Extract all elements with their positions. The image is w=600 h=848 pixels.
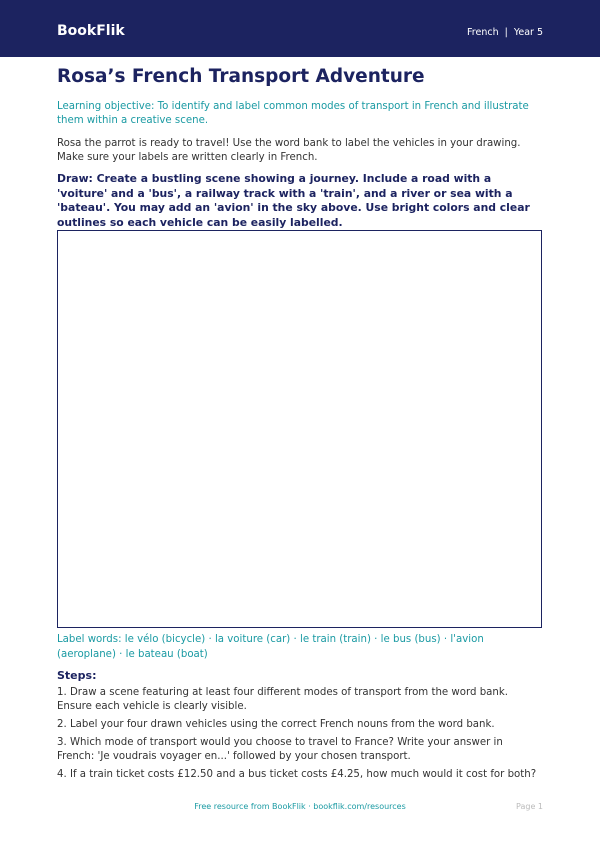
subject-label: French bbox=[467, 27, 499, 38]
step-item: 1. Draw a scene featuring at least four different modes of transport from the word bank. Ensure each vehicle is clearly visible. bbox=[57, 687, 509, 712]
page-title: Rosa’s French Transport Adventure bbox=[57, 66, 425, 87]
separator: | bbox=[504, 27, 508, 38]
learning-objective: Learning objective: To identify and label common modes of transport in French and illustrate them within a creative scene. bbox=[57, 101, 529, 126]
page-number: Page 1 bbox=[516, 802, 543, 811]
step-item: 2. Label your four drawn vehicles using the correct French nouns from the word bank. bbox=[57, 719, 495, 730]
step-item: 3. Which mode of transport would you choose to travel to France? Write your answer in French: 'Je voudrais voyager en...' followed by your chosen transport. bbox=[57, 737, 503, 762]
year-label: Year 5 bbox=[513, 27, 543, 38]
brand-logo[interactable]: BookFlik bbox=[57, 23, 125, 39]
intro-text: Rosa the parrot is ready to travel! Use the word bank to label the vehicles in your drawing. Make sure your labels are written clearly in French. bbox=[57, 138, 521, 163]
label-words: Label words: le vélo (bicycle) · la voiture (car) · le train (train) · le bus (bus) · l'avion (aeroplane) · le bateau (boat) bbox=[57, 634, 484, 660]
step-item: 4. If a train ticket costs £12.50 and a bus ticket costs £4.25, how much would it cost for both? bbox=[57, 769, 537, 780]
drawing-area[interactable] bbox=[57, 230, 542, 628]
header-bar bbox=[0, 0, 600, 57]
footer-link[interactable]: Free resource from BookFlik · bookflik.com/resources bbox=[194, 802, 406, 811]
draw-instruction: Draw: Create a bustling scene showing a journey. Include a road with a 'voiture' and a 'bus', a railway track with a 'train', and a river or sea with a 'bateau'. You may add an 'avion' in the sky above. Use bright colors and clear outlines so each vehicle can be easily labelled. bbox=[57, 172, 530, 229]
subject-year bbox=[467, 27, 543, 38]
steps-list bbox=[57, 686, 543, 786]
steps-heading: Steps: bbox=[57, 669, 97, 682]
